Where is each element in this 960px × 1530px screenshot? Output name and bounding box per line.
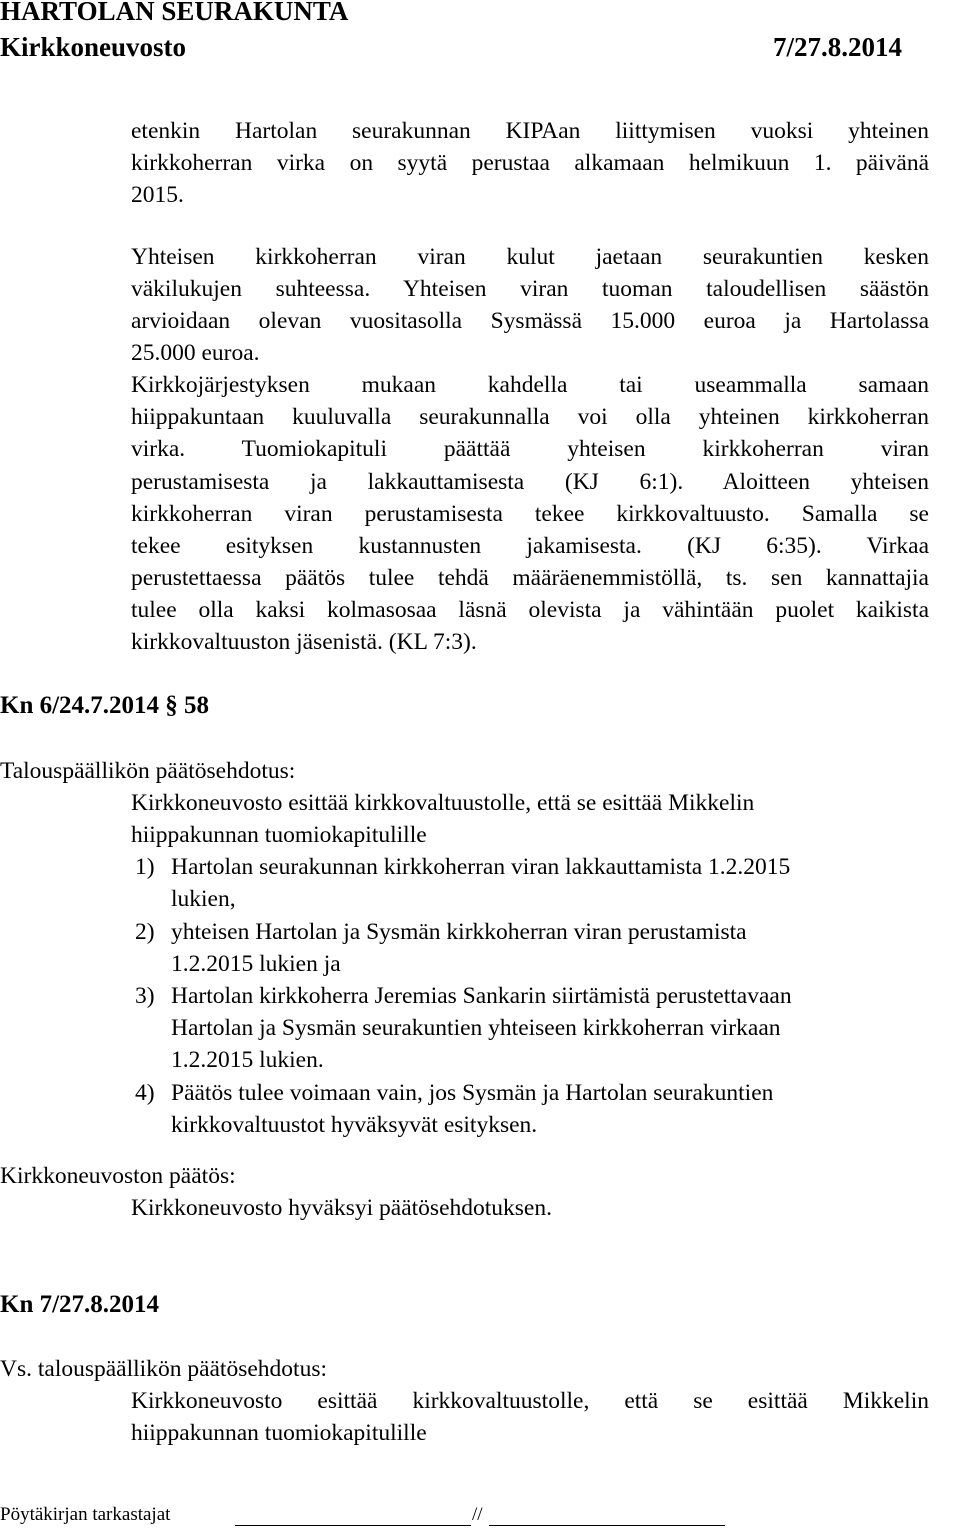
paragraph-line: virka. Tuomiokapituli päättää yhteisen kirkkoherran viran [131,436,929,462]
proposal-intro-line: hiippakunnan tuomiokapitulille [131,822,427,848]
list-item-line: Päätös tulee voimaan vain, jos Sysmän ja Hartolan seurakuntien [171,1080,774,1106]
paragraph-line: hiippakuntaan kuuluvalla seurakunnalla voi olla yhteinen kirkkoherran [131,404,929,430]
signature-line-left [235,1525,471,1526]
meeting-number: 7/27.8.2014 [773,32,903,62]
section-heading-kn6: Kn 6/24.7.2014 § 58 [0,692,210,719]
paragraph-line: kirkkovaltuuston jäsenistä. (KL 7:3). [131,629,477,655]
decision-label: Kirkkoneuvoston päätös: [0,1163,236,1189]
paragraph-line: perustamisesta ja lakkauttamisesta (KJ 6:1). Aloitteen yhteisen [131,469,929,495]
paragraph-line: Kirkkojärjestyksen mukaan kahdella tai useammalla samaan [131,372,929,398]
intro-line: kirkkoherran virka on syytä perustaa alkamaan helmikuun 1. päivänä [131,150,929,176]
intro-line: etenkin Hartolan seurakunnan KIPAan liittymisen vuoksi yhteinen [131,118,929,144]
list-item-number: 2) [135,919,155,945]
organization-title: HARTOLAN SEURAKUNTA [0,0,349,26]
list-item-number: 1) [135,854,155,880]
list-item-line: 1.2.2015 lukien. [171,1047,324,1073]
footer-reviewers-label: Pöytäkirjan tarkastajat [0,1504,171,1525]
proposal-intro-line: Kirkkoneuvosto esittää kirkkovaltuustolle, että se esittää Mikkelin [131,1388,929,1414]
list-item-number: 3) [135,983,155,1009]
paragraph-line: väkilukujen suhteessa. Yhteisen viran tuoman taloudellisen säästön [131,276,929,302]
paragraph-line: arvioidaan olevan vuositasolla Sysmässä 15.000 euroa ja Hartolassa [131,308,929,334]
paragraph-line: perustettaessa päätös tulee tehdä määräenemmistöllä, ts. sen kannattajia [131,565,929,591]
signature-separator: // [472,1504,483,1525]
list-item-line: Hartolan seurakunnan kirkkoherran viran lakkauttamista 1.2.2015 [171,854,791,880]
list-item-line: kirkkovaltuustot hyväksyvät esityksen. [171,1112,538,1138]
decision-text: Kirkkoneuvosto hyväksyi päätösehdotuksen. [131,1195,552,1221]
proposal-intro-line: hiippakunnan tuomiokapitulille [131,1420,427,1446]
paragraph-line: tulee olla kaksi kolmasosaa läsnä olevista ja vähintään puolet kaikista [131,597,929,623]
signature-line-right [489,1525,725,1526]
intro-line: 2015. [131,182,184,208]
proposal-label: Talouspäällikön päätösehdotus: [0,758,296,784]
list-item-line: lukien, [171,886,236,912]
paragraph-line: kirkkoherran viran perustamisesta tekee kirkkovaltuusto. Samalla se [131,501,929,527]
paragraph-line: 25.000 euroa. [131,340,260,366]
proposal-label-2: Vs. talouspäällikön päätösehdotus: [0,1356,327,1382]
paragraph-line: Yhteisen kirkkoherran viran kulut jaetaan seurakuntien kesken [131,244,929,270]
list-item-line: yhteisen Hartolan ja Sysmän kirkkoherran viran perustamista [171,919,747,945]
list-item-line: Hartolan ja Sysmän seurakuntien yhteiseen kirkkoherran virkaan [171,1015,781,1041]
section-heading-kn7: Kn 7/27.8.2014 [0,1291,160,1318]
proposal-intro-line: Kirkkoneuvosto esittää kirkkovaltuustolle, että se esittää Mikkelin [131,790,755,816]
list-item-line: 1.2.2015 lukien ja [171,951,341,977]
list-item-number: 4) [135,1080,155,1106]
document-body-name: Kirkkoneuvosto [0,32,187,62]
list-item-line: Hartolan kirkkoherra Jeremias Sankarin siirtämistä perustettavaan [171,983,792,1009]
paragraph-line: tekee esityksen kustannusten jakamisesta. (KJ 6:35). Virkaa [131,533,929,559]
